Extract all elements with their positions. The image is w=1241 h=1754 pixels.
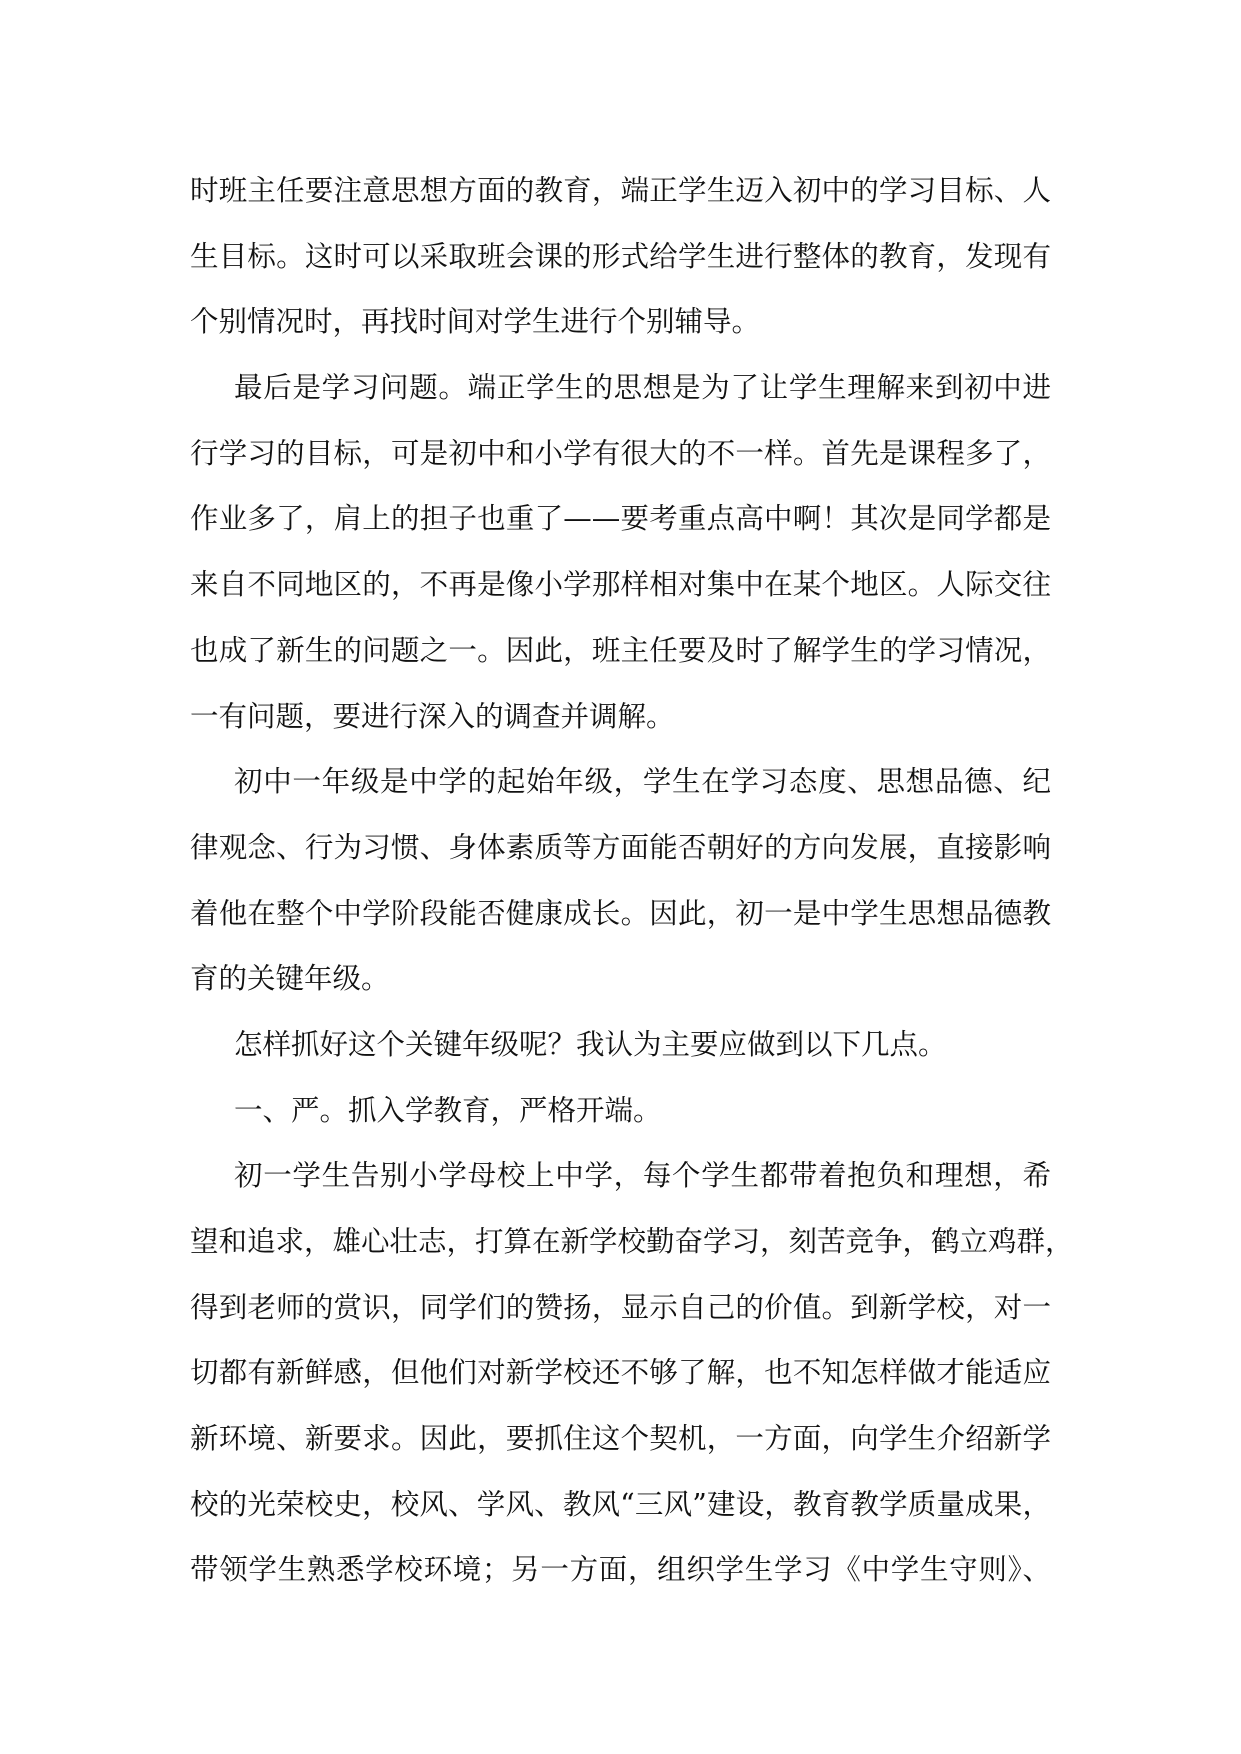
text-line: 育的关键年级。: [190, 962, 390, 996]
text-line: 也成了新生的问题之一。因此，班主任要及时了解学生的学习情况，: [190, 633, 1051, 667]
text-line: 得到老师的赏识，同学们的赞扬，显示自己的价值。到新学校，对一: [190, 1290, 1051, 1324]
text-line: 生目标。这时可以采取班会课的形式给学生进行整体的教育，发现有: [190, 239, 1051, 273]
text-line: 律观念、行为习惯、身体素质等方面能否朝好的方向发展，直接影响: [190, 830, 1051, 864]
text-line: 一、严。抓入学教育，严格开端。: [234, 1093, 662, 1127]
text-line: 初中一年级是中学的起始年级，学生在学习态度、思想品德、纪: [234, 765, 1051, 799]
text-line: 最后是学习问题。端正学生的思想是为了让学生理解来到初中进: [234, 371, 1051, 405]
text-line: 个别情况时，再找时间对学生进行个别辅导。: [190, 305, 761, 339]
text-line: 带领学生熟悉学校环境；另一方面，组织学生学习《中学生守则》、: [190, 1553, 1051, 1587]
text-line: 一有问题，要进行深入的调查并调解。: [190, 699, 675, 733]
text-line: 作业多了，肩上的担子也重了——要考重点高中啊！其次是同学都是: [190, 502, 1051, 536]
text-line: 着他在整个中学阶段能否健康成长。因此，初一是中学生思想品德教: [190, 896, 1051, 930]
document-page: [190, 158, 1074, 1603]
text-line: 新环境、新要求。因此，要抓住这个契机，一方面，向学生介绍新学: [190, 1422, 1051, 1456]
text-line: 初一学生告别小学母校上中学，每个学生都带着抱负和理想，希: [234, 1159, 1051, 1193]
text-line: 校的光荣校史，校风、学风、教风“三风”建设，教育教学质量成果，: [190, 1487, 1051, 1521]
text-line: 来自不同地区的，不再是像小学那样相对集中在某个地区。人际交往: [190, 568, 1051, 602]
text-line: 望和追求，雄心壮志，打算在新学校勤奋学习，刻苦竞争，鹤立鸡群，: [190, 1225, 1074, 1258]
text-line: 切都有新鲜感，但他们对新学校还不够了解，也不知怎样做才能适应: [190, 1356, 1051, 1390]
text-line: 怎样抓好这个关键年级呢？我认为主要应做到以下几点。: [234, 1027, 947, 1061]
text-line: 行学习的目标，可是初中和小学有很大的不一样。首先是课程多了，: [190, 436, 1051, 470]
text-line: 时班主任要注意思想方面的教育，端正学生迈入初中的学习目标、人: [190, 174, 1051, 207]
